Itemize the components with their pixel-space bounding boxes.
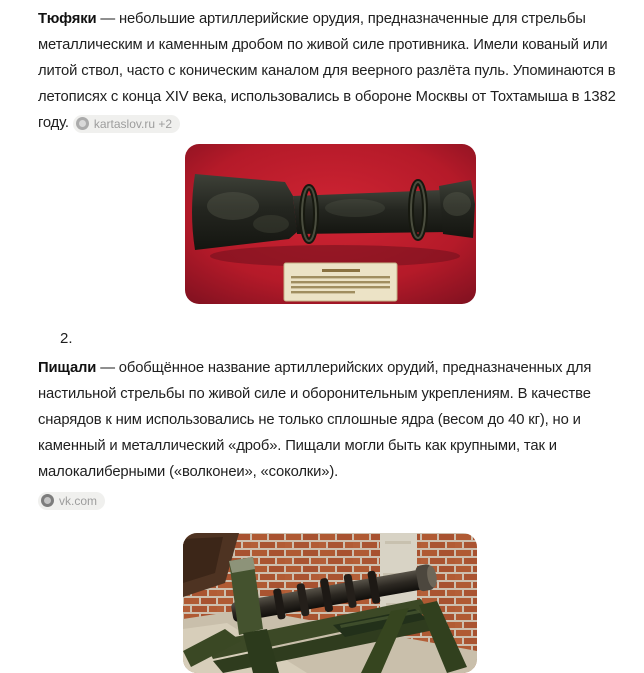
source-chip-label: kartaslov.ru +2 — [93, 116, 173, 131]
term-pishchali: Пищали — [38, 360, 97, 376]
definition-text-pishchali: — обобщённое название артиллерийских орудий, предназначенных для настильной стрельбы по живой силе и оборонительным укреплениям. В качестве снарядов к ним использовались не только сплошные ядра (весом до 40 кг), но и каменный и металлический «дроб». Пищали могли быть как крупными, так и малокалиберными («волконеи», «соколки»). — [38, 360, 592, 480]
list-item-number: 2. — [60, 330, 73, 347]
source-chip-label: vk.com — [59, 493, 98, 508]
kartaslov-favicon-icon — [76, 117, 89, 130]
museum-label-card — [284, 263, 397, 301]
source-row — [38, 491, 623, 510]
term-tyufyaki: Тюфяки — [38, 11, 97, 27]
pishchal-photo[interactable] — [183, 533, 477, 673]
definition-paragraph-pishchali — [38, 355, 623, 485]
source-chip-vk[interactable] — [38, 492, 105, 510]
tyufyak-photo-graphic — [185, 144, 476, 304]
source-chip-kartaslov[interactable] — [73, 115, 180, 133]
definition-text-tyufyaki: — небольшие артиллерийские орудия, предназначенные для стрельбы металлическим и каменным дробом по живой силе противника. Имели кованый или литой ствол, часто с коническим каналом для веерного разлёта пуль. Упоминаются в летописях с конца XIV века, использовались в обороне Москвы от Тохтамыша в 1382 году. — [38, 11, 616, 131]
definition-paragraph-tyufyaki — [38, 6, 623, 136]
pishchal-photo-graphic — [183, 533, 477, 673]
tyufyak-photo[interactable] — [185, 144, 476, 304]
vk-favicon-icon — [41, 494, 54, 507]
